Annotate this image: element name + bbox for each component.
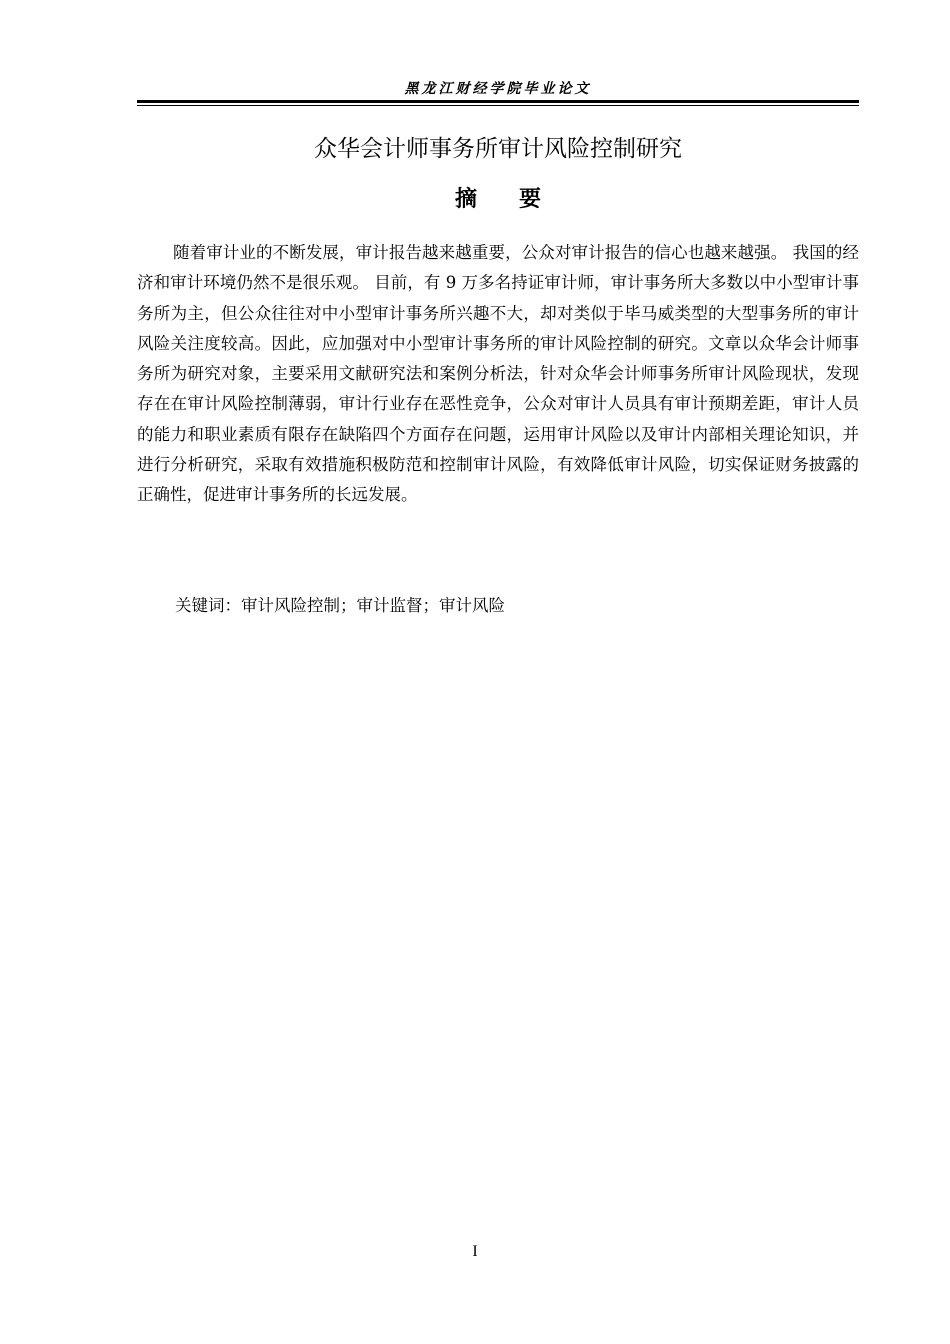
running-header: 黑龙江财经学院毕业论文: [404, 81, 592, 97]
header-rule: [137, 100, 859, 106]
thesis-title: 众华会计师事务所审计风险控制研究: [314, 136, 682, 162]
keywords-value: 审计风险控制；审计监督；审计风险: [241, 596, 505, 615]
keywords-line: [175, 592, 505, 620]
header-rule-thin: [137, 105, 859, 106]
page-number: I: [472, 1243, 478, 1260]
header-rule-thick: [137, 100, 859, 103]
keywords-label: 关键词：: [175, 596, 241, 615]
abstract-paragraph: 随着审计业的不断发展，审计报告越来越重要，公众对审计报告的信心也越来越强。 我国的经济和审计环境仍然不是很乐观。 目前，有 9 万多名持证审计师，审计事务所大多数以中小型审计事务所为主，但公众往往对中小型审计事务所兴趣不大，却对类似于毕马威类型的大型事务所的审计风险关注度较高。因此，应加强对中小型审计事务所的审计风险控制的研究。文章以众华会计师事务所为研究对象，主要采用文献研究法和案例分析法，针对众华会计师事务所审计风险现状，发现存在在审计风险控制薄弱，审计行业存在恶性竞争，公众对审计人员具有审计预期差距，审计人员的能力和职业素质有限存在缺陷四个方面存在问题，运用审计风险以及审计内部相关理论知识，并进行分析研究，采取有效措施积极防范和控制审计风险，有效降低审计风险，切实保证财务披露的正确性，促进审计事务所的长远发展。: [137, 243, 859, 505]
abstract-heading: 摘要: [454, 187, 583, 212]
